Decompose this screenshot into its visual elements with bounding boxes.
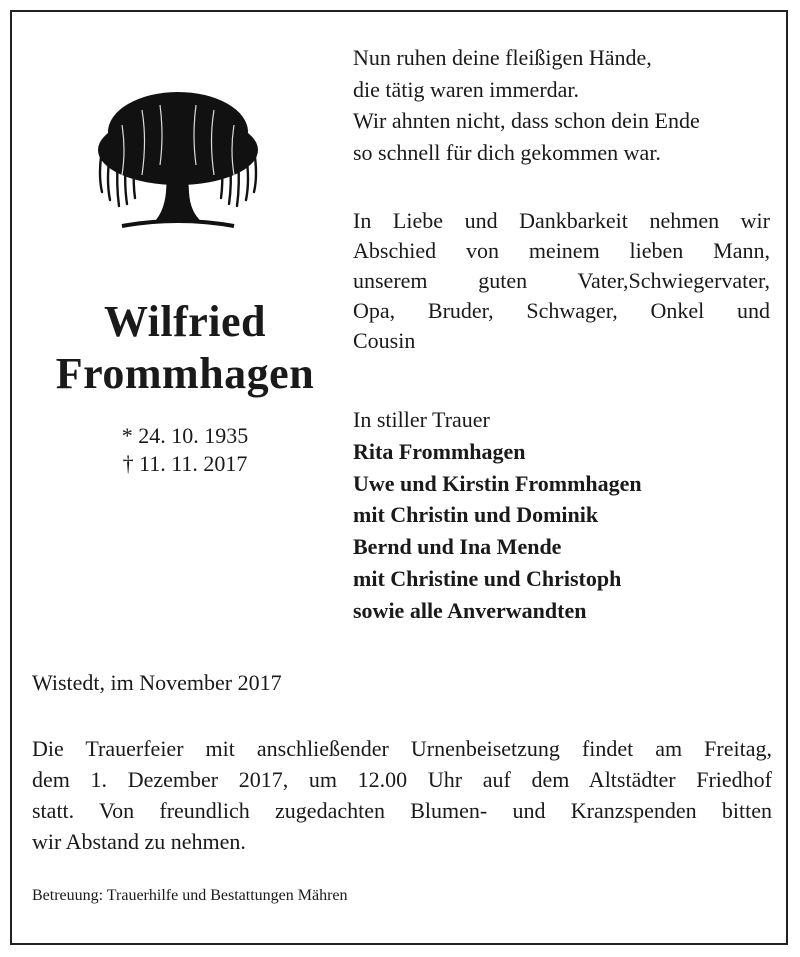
mourner-name: Rita Frommhagen	[353, 438, 526, 464]
mourner-name: Bernd und Ina Mende	[353, 534, 562, 560]
mourner-name: mit Christine und Christoph	[353, 565, 622, 591]
poem-line: so schnell für dich gekommen war.	[353, 139, 661, 165]
funeral-line: wir Abstand zu nehmen.	[32, 829, 246, 854]
poem	[353, 42, 773, 168]
farewell-line: Abschied von meinem lieben Mann,	[353, 238, 770, 263]
willow-tree-icon	[92, 80, 264, 235]
deceased-last-name: Frommhagen	[55, 349, 315, 398]
poem-line: Nun ruhen deine fleißigen Hände,	[353, 45, 652, 70]
place-date: Wistedt, im November 2017	[32, 670, 282, 695]
poem-line: Wir ahnten nicht, dass schon dein Ende	[353, 108, 700, 133]
birth-date: * 24. 10. 1935	[121, 423, 249, 448]
funeral-line: dem 1. Dezember 2017, um 12.00 Uhr auf dem Altstädter Friedhof	[32, 767, 772, 792]
funeral-line: statt. Von freundlich zugedachten Blumen- und Kranzspenden bitten	[32, 798, 772, 823]
death-date: † 11. 11. 2017	[122, 451, 248, 476]
deceased-first-name: Wilfried	[103, 297, 267, 346]
mourner-name: sowie alle Anverwandten	[353, 597, 587, 623]
funeral-line: Die Trauerfeier mit anschließender Urnenbeisetzung findet am Freitag,	[32, 736, 772, 761]
mourners	[353, 404, 642, 627]
mourner-name: Uwe und Kirstin Frommhagen	[353, 470, 642, 496]
funeral-home-credit: Betreuung: Trauerhilfe und Bestattungen Mähren	[32, 887, 348, 904]
farewell-line: unserem guten Vater,Schwiegervater,	[353, 268, 770, 293]
poem-line: die tätig waren immerdar.	[353, 76, 580, 102]
funeral-notice	[32, 733, 772, 857]
mourners-intro: In stiller Trauer	[353, 407, 490, 432]
farewell-line: In Liebe und Dankbarkeit nehmen wir	[353, 208, 770, 233]
farewell-line: Cousin	[353, 328, 416, 353]
mourner-name: mit Christin und Dominik	[353, 502, 599, 528]
farewell-line: Opa, Bruder, Schwager, Onkel und	[353, 298, 770, 323]
farewell-text	[353, 206, 770, 356]
